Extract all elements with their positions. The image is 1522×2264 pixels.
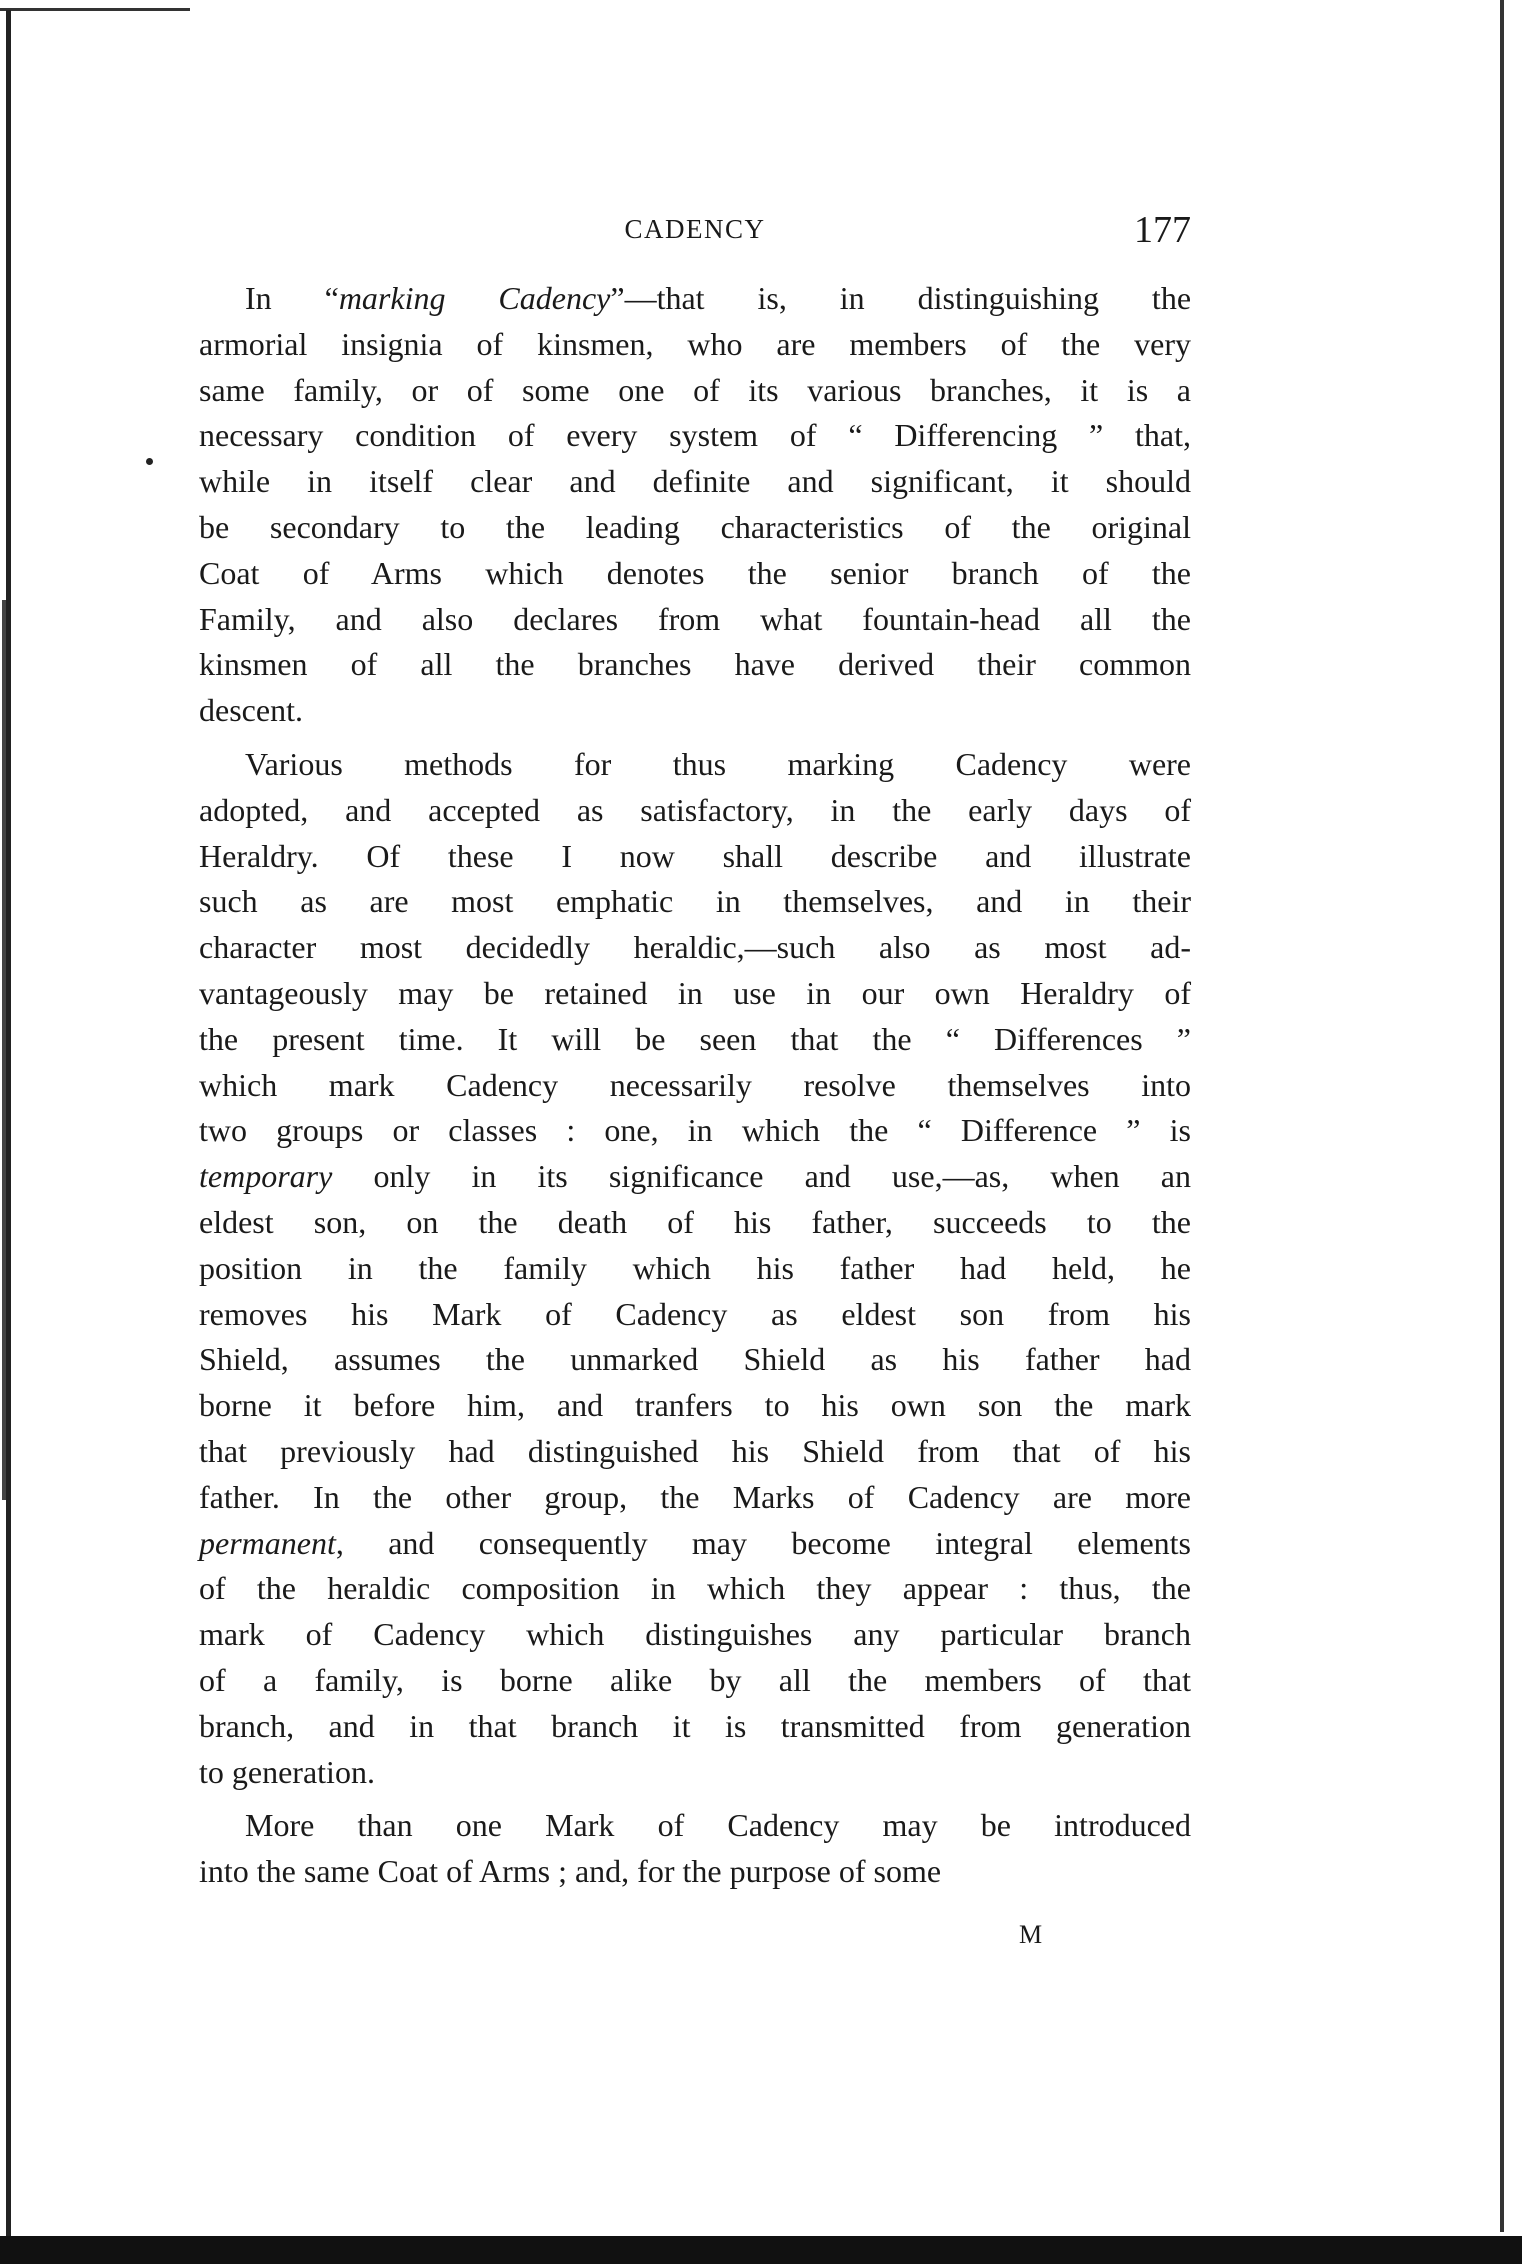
text-line bbox=[199, 1750, 1191, 1796]
scan-edge-top bbox=[0, 8, 190, 11]
text-line bbox=[199, 1612, 1191, 1658]
text-line bbox=[199, 1017, 1191, 1063]
text-line bbox=[199, 1063, 1191, 1109]
text-line bbox=[199, 597, 1191, 643]
ink-speck bbox=[146, 458, 153, 465]
text-segment: borne it before him, and tranfers to his own son the mark bbox=[199, 1387, 1191, 1424]
text-segment: Various methods for thus marking Cadency were bbox=[245, 745, 1191, 782]
text-segment: mark of Cadency which distinguishes any particular branch bbox=[199, 1616, 1191, 1653]
text-line bbox=[199, 1108, 1191, 1154]
text-segment: removes his Mark of Cadency as eldest son from his bbox=[199, 1295, 1191, 1332]
text-segment: which mark Cadency necessarily resolve themselves into bbox=[199, 1066, 1191, 1103]
text-line bbox=[199, 1337, 1191, 1383]
paragraph bbox=[199, 1803, 1191, 1895]
text-segment: character most decidedly heraldic,—such also as most ad- bbox=[199, 929, 1191, 966]
text-line bbox=[199, 1521, 1191, 1567]
text-line bbox=[199, 1803, 1191, 1849]
text-line bbox=[199, 742, 1191, 788]
text-line bbox=[199, 1292, 1191, 1338]
text-line bbox=[199, 459, 1191, 505]
text-segment: vantageously may be retained in use in our own Heraldry of bbox=[199, 974, 1191, 1011]
text-line bbox=[199, 1704, 1191, 1750]
text-line bbox=[199, 834, 1191, 880]
text-line bbox=[199, 1246, 1191, 1292]
paragraph bbox=[199, 276, 1191, 734]
text-line bbox=[199, 688, 1191, 734]
text-segment: two groups or classes : one, in which the “ Difference ” is bbox=[199, 1112, 1191, 1149]
text-segment: of a family, is borne alike by all the members of that bbox=[199, 1661, 1191, 1698]
text-line bbox=[199, 1849, 1191, 1895]
text-segment: In “ bbox=[245, 280, 339, 316]
text-segment: necessary condition of every system of “ Differencing ” that, bbox=[199, 417, 1191, 454]
text-segment: Coat of Arms which denotes the senior branch of the bbox=[199, 554, 1191, 591]
text-segment: same family, or of some one of its various branches, it is a bbox=[199, 371, 1191, 408]
page-number: 177 bbox=[1134, 209, 1191, 251]
scan-edge-right bbox=[1500, 0, 1504, 2232]
text-line bbox=[199, 1154, 1191, 1200]
text-segment: while in itself clear and definite and significant, it should bbox=[199, 463, 1191, 500]
text-line bbox=[199, 276, 1191, 322]
text-segment: More than one Mark of Cadency may be introduced bbox=[245, 1807, 1191, 1844]
text-line bbox=[199, 642, 1191, 688]
text-segment: armorial insignia of kinsmen, who are members of the very bbox=[199, 325, 1191, 362]
italic-text: temporary bbox=[199, 1158, 333, 1195]
text-segment: only in its significance and use,—as, when an bbox=[332, 1158, 1191, 1195]
paragraph bbox=[199, 742, 1191, 1795]
text-segment: , and consequently may become integral elements bbox=[335, 1524, 1191, 1561]
text-segment: the present time. It will be seen that the “ Differences ” bbox=[199, 1020, 1191, 1057]
text-segment: father. In the other group, the Marks of Cadency are more bbox=[199, 1478, 1191, 1515]
text-segment: Heraldry. Of these I now shall describe and illustrate bbox=[199, 837, 1191, 874]
text-segment: adopted, and accepted as satisfactory, in the early days of bbox=[199, 791, 1191, 828]
text-segment: branch, and in that branch it is transmitted from generation bbox=[199, 1707, 1191, 1744]
text-segment: such as are most emphatic in themselves, and in their bbox=[199, 883, 1191, 920]
scan-edge-bottom bbox=[0, 2236, 1522, 2264]
text-segment: be secondary to the leading characteristics of the original bbox=[199, 508, 1191, 545]
italic-text: permanent bbox=[199, 1524, 336, 1561]
text-segment: into the same Coat of Arms ; and, for the purpose of some bbox=[199, 1853, 942, 1890]
text-line bbox=[199, 1475, 1191, 1521]
running-title: CADENCY bbox=[624, 214, 766, 244]
italic-text: marking Cadency bbox=[338, 280, 611, 316]
text-segment: ”—that is, in distinguishing the bbox=[610, 280, 1192, 316]
page-header bbox=[199, 208, 1191, 254]
text-line bbox=[199, 1566, 1191, 1612]
text-line bbox=[199, 413, 1191, 459]
text-segment: position in the family which his father had held, he bbox=[199, 1249, 1191, 1286]
scan-edge-left bbox=[6, 10, 11, 2250]
text-segment: to generation. bbox=[199, 1753, 375, 1790]
text-line bbox=[199, 788, 1191, 834]
text-line bbox=[199, 368, 1191, 414]
text-segment: kinsmen of all the branches have derived their common bbox=[199, 646, 1191, 683]
text-segment: Family, and also declares from what fountain-head all the bbox=[199, 600, 1191, 637]
text-line bbox=[199, 1200, 1191, 1246]
text-segment: eldest son, on the death of his father, succeeds to the bbox=[199, 1203, 1191, 1240]
text-line bbox=[199, 1658, 1191, 1704]
text-line bbox=[199, 1383, 1191, 1429]
page-body bbox=[199, 276, 1191, 1903]
text-segment: of the heraldic composition in which they appear : thus, the bbox=[199, 1570, 1191, 1607]
text-segment: descent. bbox=[199, 692, 303, 729]
text-line bbox=[199, 879, 1191, 925]
signature-mark: M bbox=[1019, 1920, 1043, 1949]
text-line bbox=[199, 925, 1191, 971]
text-line bbox=[199, 505, 1191, 551]
text-line bbox=[199, 322, 1191, 368]
text-segment: Shield, assumes the unmarked Shield as his father had bbox=[199, 1341, 1191, 1378]
text-line bbox=[199, 1429, 1191, 1475]
text-line bbox=[199, 971, 1191, 1017]
text-segment: that previously had distinguished his Shield from that of his bbox=[199, 1432, 1191, 1469]
text-line bbox=[199, 551, 1191, 597]
scan-edge-left-shadow bbox=[2, 600, 6, 1500]
